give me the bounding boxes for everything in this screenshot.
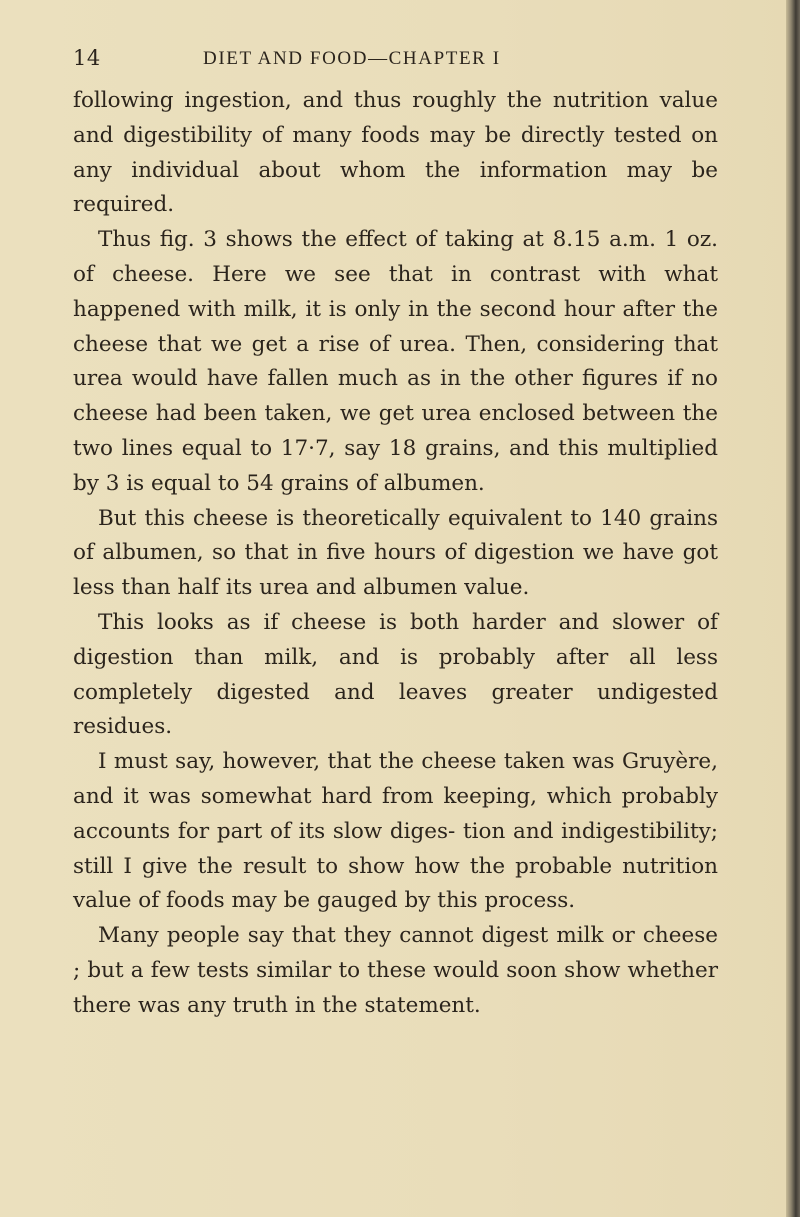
paragraph-slower-digestion: This looks as if cheese is both harder and slower of digestion than milk, and is probably after all less completely digested and leaves greater undigested residues.	[73, 609, 718, 740]
page-binding-edge	[786, 0, 800, 1217]
running-head: DIET AND FOOD—CHAPTER I	[203, 48, 501, 69]
paragraph-equivalent: But this cheese is theoretically equivalent to 140 grains of albumen, so that in five hours of digestion we have got less than half its urea and albumen value.	[73, 505, 718, 601]
paragraph-gruyere: I must say, however, that the cheese taken was Gruyère, and it was somewhat hard from keeping, which probably accounts for part of its slow diges- tion and indigestibility; still I give the result to show how the probable nutrition value of foods may be gauged by this process.	[73, 749, 718, 914]
body-text	[73, 84, 718, 1024]
paragraph-tests: Many people say that they cannot digest milk or cheese ; but a few tests similar to these would soon show whether there was any truth in the statement.	[73, 923, 718, 1018]
page-header	[73, 46, 763, 80]
paragraph-continuation: following ingestion, and thus roughly the nutrition value and digestibility of many foods may be directly tested on any individual about whom the information may be required.	[73, 88, 718, 218]
page-number: 14	[73, 46, 101, 70]
paragraph-fig3: Thus fig. 3 shows the effect of taking at 8.15 a.m. 1 oz. of cheese. Here we see that in contrast with what happened with milk, it is only in the second hour after the cheese that we get a rise of urea. Then, considering that urea would have fallen much as in the other figures if no cheese had been taken, we get urea enclosed between the two lines equal to 17·7, say 18 grains, and this multiplied by 3 is equal to 54 grains of albumen.	[73, 227, 718, 496]
